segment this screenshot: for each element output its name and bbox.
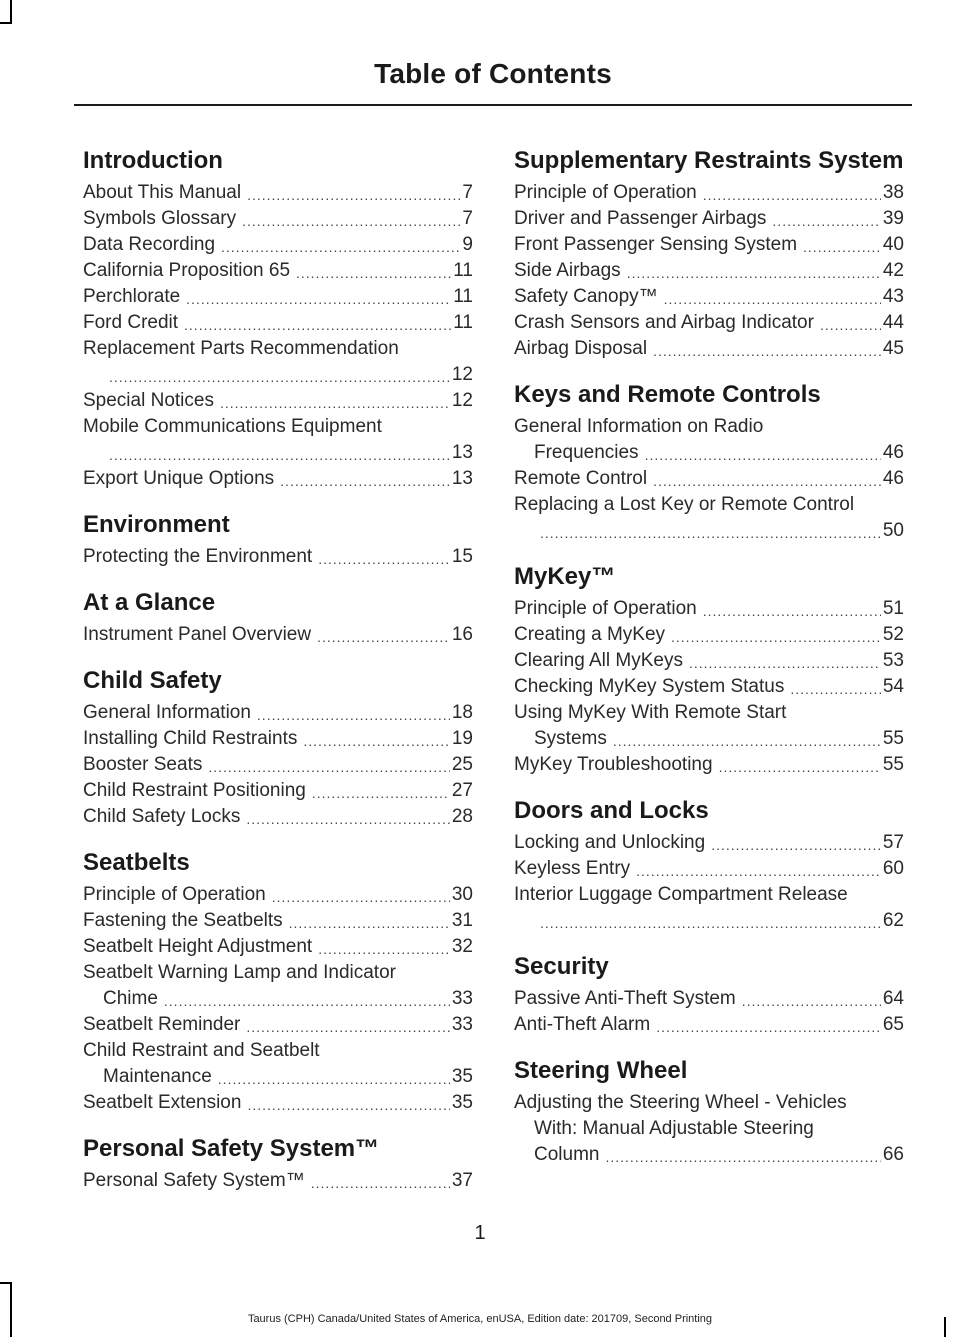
entry-page-number: 35 bbox=[451, 1092, 473, 1113]
entry-page-number: 33 bbox=[451, 1014, 473, 1035]
entry-title: General Information on Radio bbox=[514, 416, 764, 437]
toc-entry[interactable] bbox=[514, 258, 904, 284]
dot-leader bbox=[109, 366, 450, 388]
crop-mark bbox=[0, 1282, 12, 1284]
toc-entry[interactable] bbox=[514, 1090, 904, 1168]
entry-title: Principle of Operation bbox=[83, 884, 266, 905]
entry-page-number: 25 bbox=[451, 754, 473, 775]
toc-entry[interactable] bbox=[83, 310, 473, 336]
entry-title: Remote Control bbox=[514, 468, 648, 489]
entry-title: Child Safety Locks bbox=[83, 806, 241, 827]
entry-page-number: 32 bbox=[451, 936, 473, 957]
entry-page-number: 7 bbox=[462, 208, 473, 229]
dot-leader bbox=[703, 600, 881, 622]
toc-entry[interactable] bbox=[514, 466, 904, 492]
dot-leader bbox=[613, 730, 881, 752]
toc-entry[interactable] bbox=[514, 1012, 904, 1038]
entry-title: Export Unique Options bbox=[83, 468, 275, 489]
entry-last-line bbox=[514, 1142, 904, 1168]
toc-entry[interactable] bbox=[514, 622, 904, 648]
dot-leader bbox=[540, 522, 881, 544]
toc-entry[interactable] bbox=[514, 596, 904, 622]
toc-section bbox=[514, 382, 904, 544]
entry-page-number: 12 bbox=[451, 390, 473, 411]
toc-section bbox=[83, 512, 473, 570]
dot-leader bbox=[317, 626, 450, 648]
dot-leader bbox=[790, 678, 881, 700]
entry-last-line bbox=[514, 726, 904, 752]
dot-leader bbox=[742, 990, 881, 1012]
dot-leader bbox=[653, 470, 881, 492]
entry-title: Installing Child Restraints bbox=[83, 728, 298, 749]
dot-leader bbox=[208, 756, 450, 778]
entry-title: Side Airbags bbox=[514, 260, 621, 281]
dot-leader bbox=[186, 288, 451, 310]
entry-last-line bbox=[83, 362, 473, 388]
entry-page-number: 62 bbox=[882, 910, 904, 931]
entry-title: Using MyKey With Remote Start bbox=[514, 702, 787, 723]
entry-title: Checking MyKey System Status bbox=[514, 676, 785, 697]
toc-entry[interactable] bbox=[514, 336, 904, 362]
entry-page-number: 11 bbox=[453, 312, 473, 333]
entry-title: General Information bbox=[83, 702, 251, 723]
dot-leader bbox=[645, 444, 881, 466]
dot-leader bbox=[711, 834, 881, 856]
toc-entry[interactable] bbox=[83, 544, 473, 570]
entry-page-number: 39 bbox=[882, 208, 904, 229]
toc-entry[interactable] bbox=[514, 310, 904, 336]
entry-page-number: 13 bbox=[451, 468, 473, 489]
toc-section bbox=[83, 1136, 473, 1194]
toc-entry[interactable] bbox=[514, 674, 904, 700]
entry-page-number: 64 bbox=[882, 988, 904, 1009]
entry-page-number: 52 bbox=[882, 624, 904, 645]
dot-leader bbox=[311, 1172, 450, 1194]
dot-leader bbox=[719, 756, 881, 778]
toc-entry[interactable] bbox=[514, 414, 904, 466]
section-heading: Introduction bbox=[83, 147, 223, 174]
entry-title-continued: Systems bbox=[534, 728, 607, 749]
entry-page-number: 7 bbox=[462, 182, 473, 203]
toc-entry[interactable] bbox=[83, 1168, 473, 1194]
dot-leader bbox=[803, 236, 881, 258]
dot-leader bbox=[656, 1016, 881, 1038]
dot-leader bbox=[257, 704, 450, 726]
entry-last-line bbox=[83, 986, 473, 1012]
crop-mark bbox=[0, 22, 12, 24]
section-heading: Seatbelts bbox=[83, 849, 190, 876]
section-heading: Supplementary Restraints System bbox=[514, 147, 904, 174]
entry-title: Replacement Parts Recommendation bbox=[83, 338, 399, 359]
entry-title-continued: Column bbox=[534, 1144, 600, 1165]
dot-leader bbox=[242, 210, 460, 232]
header-rule bbox=[74, 104, 912, 106]
entry-title: Personal Safety System™ bbox=[83, 1170, 305, 1191]
entry-page-number: 53 bbox=[882, 650, 904, 671]
toc-entry[interactable] bbox=[83, 700, 473, 726]
dot-leader bbox=[280, 470, 450, 492]
toc-entry[interactable] bbox=[83, 1090, 473, 1116]
entry-last-line bbox=[514, 440, 904, 466]
toc-entry[interactable] bbox=[83, 622, 473, 648]
entry-page-number: 27 bbox=[451, 780, 473, 801]
entry-title: Airbag Disposal bbox=[514, 338, 648, 359]
dot-leader bbox=[540, 912, 881, 934]
section-heading: Child Safety bbox=[83, 667, 222, 694]
toc-section bbox=[83, 590, 473, 648]
dot-leader bbox=[247, 184, 460, 206]
entry-title: Protecting the Environment bbox=[83, 546, 313, 567]
entry-title: Fastening the Seatbelts bbox=[83, 910, 283, 931]
entry-title: Perchlorate bbox=[83, 286, 181, 307]
dot-leader bbox=[272, 886, 450, 908]
entry-title: Keyless Entry bbox=[514, 858, 631, 879]
entry-last-line bbox=[514, 908, 904, 934]
dot-leader bbox=[247, 1094, 449, 1116]
toc-section bbox=[514, 798, 904, 934]
entry-page-number: 35 bbox=[451, 1066, 473, 1087]
entry-page-number: 44 bbox=[882, 312, 904, 333]
dot-leader bbox=[689, 652, 881, 674]
toc-entry[interactable] bbox=[83, 960, 473, 1012]
entry-title: Special Notices bbox=[83, 390, 214, 411]
entry-page-number: 33 bbox=[451, 988, 473, 1009]
edition-line: Taurus (CPH) Canada/United States of America, enUSA, Edition date: 201709, Second Printing bbox=[247, 1313, 713, 1325]
toc-entry[interactable] bbox=[514, 180, 904, 206]
entry-title: Anti-Theft Alarm bbox=[514, 1014, 651, 1035]
toc-entry[interactable] bbox=[83, 752, 473, 778]
toc-entry[interactable] bbox=[514, 206, 904, 232]
dot-leader bbox=[312, 782, 450, 804]
entry-title: Crash Sensors and Airbag Indicator bbox=[514, 312, 814, 333]
entry-title: About This Manual bbox=[83, 182, 242, 203]
toc-entry[interactable] bbox=[514, 492, 904, 544]
entry-title-continued: With: Manual Adjustable Steering bbox=[534, 1118, 814, 1139]
crop-mark bbox=[10, 0, 12, 22]
dot-leader bbox=[636, 860, 881, 882]
dot-leader bbox=[246, 808, 450, 830]
toc-column-left bbox=[83, 148, 473, 1214]
toc-entry[interactable] bbox=[83, 726, 473, 752]
dot-leader bbox=[318, 548, 450, 570]
entry-page-number: 37 bbox=[451, 1170, 473, 1191]
dot-leader bbox=[820, 314, 881, 336]
entry-page-number: 60 bbox=[882, 858, 904, 879]
dot-leader bbox=[318, 938, 450, 960]
toc-section bbox=[514, 1058, 904, 1168]
entry-page-number: 9 bbox=[462, 234, 473, 255]
crop-mark bbox=[10, 1282, 12, 1337]
page-title: Table of Contents bbox=[374, 58, 612, 89]
toc-entry[interactable] bbox=[514, 856, 904, 882]
toc-entry[interactable] bbox=[83, 388, 473, 414]
entry-title: Seatbelt Warning Lamp and Indicator bbox=[83, 962, 396, 983]
toc-entry[interactable] bbox=[83, 1012, 473, 1038]
dot-leader bbox=[109, 444, 450, 466]
dot-leader bbox=[289, 912, 450, 934]
entry-page-number: 65 bbox=[882, 1014, 904, 1035]
entry-page-number: 13 bbox=[451, 442, 473, 463]
entry-page-number: 51 bbox=[882, 598, 904, 619]
entry-page-number: 19 bbox=[451, 728, 473, 749]
entry-title: Interior Luggage Compartment Release bbox=[514, 884, 848, 905]
dot-leader bbox=[218, 1068, 450, 1090]
entry-title: Creating a MyKey bbox=[514, 624, 666, 645]
toc-section bbox=[83, 148, 473, 492]
entry-title: Seatbelt Reminder bbox=[83, 1014, 241, 1035]
entry-last-line bbox=[83, 440, 473, 466]
dot-leader bbox=[653, 340, 881, 362]
entry-page-number: 42 bbox=[882, 260, 904, 281]
dot-leader bbox=[296, 262, 451, 284]
entry-last-line bbox=[83, 1064, 473, 1090]
entry-last-line bbox=[514, 518, 904, 544]
toc-entry[interactable] bbox=[83, 882, 473, 908]
entry-title: Principle of Operation bbox=[514, 182, 697, 203]
toc-entry[interactable] bbox=[83, 934, 473, 960]
entry-page-number: 50 bbox=[882, 520, 904, 541]
entry-page-number: 54 bbox=[882, 676, 904, 697]
entry-page-number: 31 bbox=[451, 910, 473, 931]
toc-entry[interactable] bbox=[83, 908, 473, 934]
entry-page-number: 45 bbox=[882, 338, 904, 359]
toc-entry[interactable] bbox=[83, 258, 473, 284]
entry-page-number: 46 bbox=[882, 468, 904, 489]
entry-page-number: 55 bbox=[882, 728, 904, 749]
entry-title: Locking and Unlocking bbox=[514, 832, 706, 853]
dot-leader bbox=[246, 1016, 449, 1038]
toc-entry[interactable] bbox=[514, 700, 904, 752]
toc-entry[interactable] bbox=[514, 986, 904, 1012]
entry-page-number: 40 bbox=[882, 234, 904, 255]
entry-title: Passive Anti-Theft System bbox=[514, 988, 736, 1009]
entry-page-number: 43 bbox=[882, 286, 904, 307]
toc-entry[interactable] bbox=[83, 778, 473, 804]
toc-entry[interactable] bbox=[83, 804, 473, 830]
section-heading: Security bbox=[514, 953, 609, 980]
toc-section bbox=[514, 148, 904, 362]
toc-entry[interactable] bbox=[83, 414, 473, 466]
entry-page-number: 11 bbox=[453, 286, 473, 307]
dot-leader bbox=[164, 990, 450, 1012]
entry-title-continued: Chime bbox=[103, 988, 158, 1009]
toc-entry[interactable] bbox=[83, 206, 473, 232]
entry-title: Instrument Panel Overview bbox=[83, 624, 312, 645]
entry-title-continued: Frequencies bbox=[534, 442, 639, 463]
dot-leader bbox=[303, 730, 449, 752]
entry-title: Principle of Operation bbox=[514, 598, 697, 619]
entry-title: Seatbelt Extension bbox=[83, 1092, 242, 1113]
dot-leader bbox=[220, 392, 450, 414]
entry-page-number: 11 bbox=[453, 260, 473, 281]
entry-page-number: 12 bbox=[451, 364, 473, 385]
dot-leader bbox=[605, 1146, 880, 1168]
page-number: 1 bbox=[474, 1222, 486, 1244]
toc-column-right bbox=[514, 148, 904, 1188]
section-heading: At a Glance bbox=[83, 589, 216, 616]
entry-title: Safety Canopy™ bbox=[514, 286, 658, 307]
entry-title: Child Restraint and Seatbelt bbox=[83, 1040, 320, 1061]
dot-leader bbox=[221, 236, 460, 258]
entry-page-number: 28 bbox=[451, 806, 473, 827]
entry-title: Driver and Passenger Airbags bbox=[514, 208, 767, 229]
entry-title: Mobile Communications Equipment bbox=[83, 416, 382, 437]
entry-title: Adjusting the Steering Wheel - Vehicles bbox=[514, 1092, 847, 1113]
section-heading: Personal Safety System™ bbox=[83, 1135, 380, 1162]
entry-title: MyKey Troubleshooting bbox=[514, 754, 713, 775]
entry-page-number: 18 bbox=[451, 702, 473, 723]
entry-page-number: 66 bbox=[882, 1144, 904, 1165]
toc-entry[interactable] bbox=[83, 180, 473, 206]
entry-page-number: 46 bbox=[882, 442, 904, 463]
dot-leader bbox=[664, 288, 881, 310]
entry-title: Child Restraint Positioning bbox=[83, 780, 306, 801]
dot-leader bbox=[184, 314, 451, 336]
entry-page-number: 15 bbox=[451, 546, 473, 567]
dot-leader bbox=[671, 626, 881, 648]
toc-entry[interactable] bbox=[514, 284, 904, 310]
dot-leader bbox=[703, 184, 881, 206]
entry-title: Symbols Glossary bbox=[83, 208, 237, 229]
toc-section bbox=[83, 668, 473, 830]
dot-leader bbox=[627, 262, 881, 284]
toc-entry[interactable] bbox=[83, 466, 473, 492]
entry-title: Seatbelt Height Adjustment bbox=[83, 936, 313, 957]
entry-page-number: 30 bbox=[451, 884, 473, 905]
toc-entry[interactable] bbox=[83, 232, 473, 258]
toc-entry[interactable] bbox=[514, 830, 904, 856]
toc-entry[interactable] bbox=[83, 284, 473, 310]
toc-entry[interactable] bbox=[83, 336, 473, 388]
section-heading: Steering Wheel bbox=[514, 1057, 688, 1084]
section-heading: Doors and Locks bbox=[514, 797, 709, 824]
section-heading: MyKey™ bbox=[514, 563, 616, 590]
toc-section bbox=[514, 564, 904, 778]
toc-entry[interactable] bbox=[514, 648, 904, 674]
toc-entry[interactable] bbox=[83, 1038, 473, 1090]
toc-entry[interactable] bbox=[514, 232, 904, 258]
dot-leader bbox=[772, 210, 880, 232]
entry-title: Clearing All MyKeys bbox=[514, 650, 683, 671]
entry-title: Replacing a Lost Key or Remote Control bbox=[514, 494, 855, 515]
entry-page-number: 16 bbox=[451, 624, 473, 645]
toc-section bbox=[83, 850, 473, 1116]
toc-entry[interactable] bbox=[514, 752, 904, 778]
entry-title: Data Recording bbox=[83, 234, 216, 255]
entry-title: Front Passenger Sensing System bbox=[514, 234, 798, 255]
toc-entry[interactable] bbox=[514, 882, 904, 934]
entry-title: California Proposition 65 bbox=[83, 260, 291, 281]
section-heading: Keys and Remote Controls bbox=[514, 381, 821, 408]
section-heading: Environment bbox=[83, 511, 230, 538]
toc-section bbox=[514, 954, 904, 1038]
entry-title: Booster Seats bbox=[83, 754, 203, 775]
entry-page-number: 57 bbox=[882, 832, 904, 853]
entry-page-number: 38 bbox=[882, 182, 904, 203]
entry-title-continued: Maintenance bbox=[103, 1066, 212, 1087]
entry-page-number: 55 bbox=[882, 754, 904, 775]
entry-title: Ford Credit bbox=[83, 312, 179, 333]
